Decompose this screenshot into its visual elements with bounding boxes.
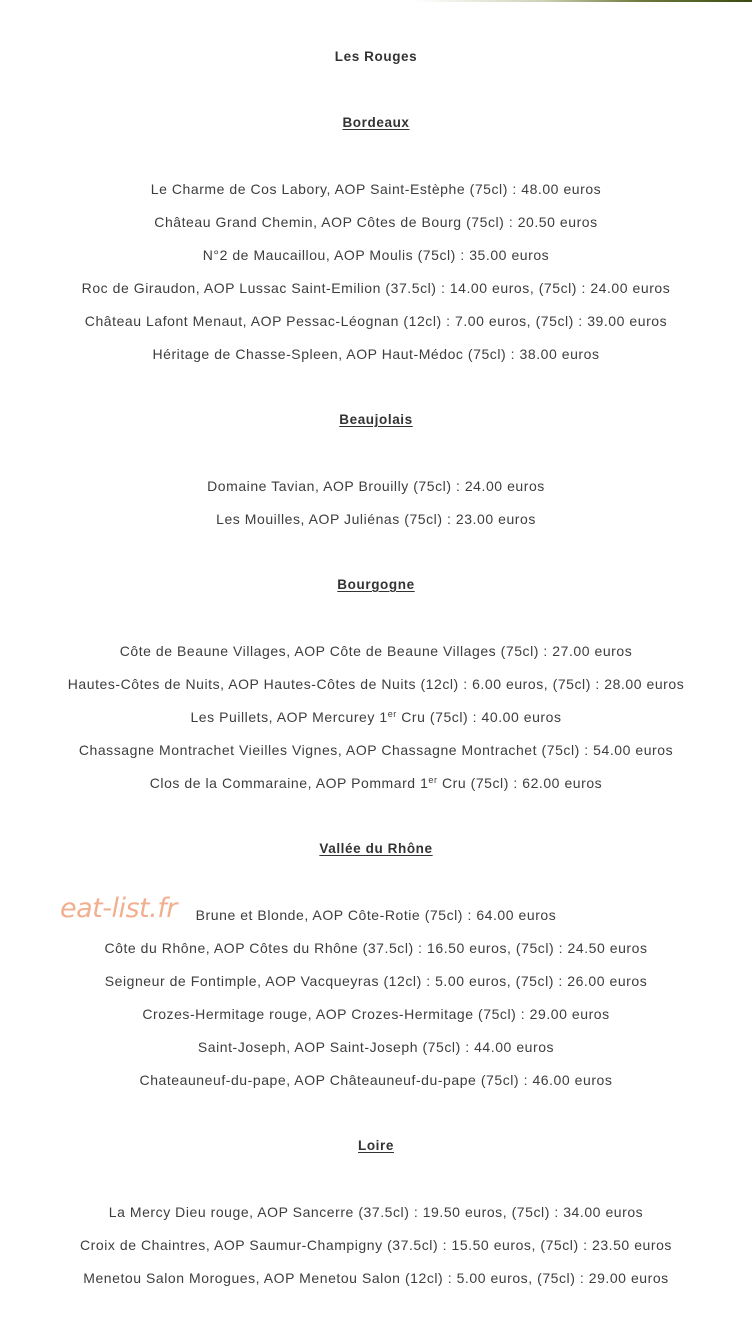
ordinal-superscript: er	[387, 709, 397, 719]
wine-item: La Mercy Dieu rouge, AOP Sancerre (37.5cl) : 19.50 euros, (75cl) : 34.00 euros	[108, 1204, 644, 1220]
wine-item: Domaine Tavian, AOP Brouilly (75cl) : 24.00 euros	[207, 478, 545, 494]
watermark-logo: eat-list.fr	[60, 893, 177, 924]
page-title: Les Rouges	[334, 49, 418, 64]
wine-item: Saint-Joseph, AOP Saint-Joseph (75cl) : 44.00 euros	[197, 1039, 555, 1055]
wine-item: Chassagne Montrachet Vieilles Vignes, AOP Chassagne Montrachet (75cl) : 54.00 euros	[78, 742, 674, 758]
wine-item: Héritage de Chasse-Spleen, AOP Haut-Médoc (75cl) : 38.00 euros	[152, 346, 600, 362]
wine-item: Menetou Salon Morogues, AOP Menetou Salon (12cl) : 5.00 euros, (75cl) : 29.00 euros	[83, 1270, 669, 1286]
wine-item: Hautes-Côtes de Nuits, AOP Hautes-Côtes de Nuits (12cl) : 6.00 euros, (75cl) : 28.00 euros	[67, 676, 685, 692]
section-heading-beaujolais: Beaujolais	[339, 412, 413, 427]
wine-item: N°2 de Maucaillou, AOP Moulis (75cl) : 35.00 euros	[202, 247, 550, 263]
wine-item: Crozes-Hermitage rouge, AOP Crozes-Hermitage (75cl) : 29.00 euros	[142, 1006, 610, 1022]
wine-item: Seigneur de Fontimple, AOP Vacqueyras (12cl) : 5.00 euros, (75cl) : 26.00 euros	[104, 973, 648, 989]
wine-item: Côte du Rhône, AOP Côtes du Rhône (37.5cl) : 16.50 euros, (75cl) : 24.50 euros	[104, 940, 648, 956]
wine-item: Le Charme de Cos Labory, AOP Saint-Estèphe (75cl) : 48.00 euros	[150, 181, 602, 197]
wine-item: Chateauneuf-du-pape, AOP Châteauneuf-du-pape (75cl) : 46.00 euros	[139, 1072, 613, 1088]
wine-item: Brune et Blonde, AOP Côte-Rotie (75cl) : 64.00 euros	[195, 907, 557, 923]
section-heading-bordeaux: Bordeaux	[342, 115, 410, 130]
section-heading-vallee-du-rhone: Vallée du Rhône	[319, 841, 433, 856]
section-heading-bourgogne: Bourgogne	[337, 577, 415, 592]
wine-item: Les Mouilles, AOP Juliénas (75cl) : 23.00 euros	[216, 511, 536, 527]
top-accent-line	[0, 0, 752, 2]
wine-item: Croix de Chaintres, AOP Saumur-Champigny (37.5cl) : 15.50 euros, (75cl) : 23.50 euros	[80, 1237, 672, 1253]
wine-item: Clos de la Commaraine, AOP Pommard 1er Cru (75cl) : 62.00 euros	[149, 775, 603, 791]
wine-item: Côte de Beaune Villages, AOP Côte de Beaune Villages (75cl) : 27.00 euros	[119, 643, 633, 659]
wine-item: Château Grand Chemin, AOP Côtes de Bourg (75cl) : 20.50 euros	[154, 214, 598, 230]
wine-item: Château Lafont Menaut, AOP Pessac-Léognan (12cl) : 7.00 euros, (75cl) : 39.00 euros	[84, 313, 668, 329]
section-heading-loire: Loire	[357, 1138, 394, 1153]
ordinal-superscript: er	[428, 775, 438, 785]
wine-item: Roc de Giraudon, AOP Lussac Saint-Emilion (37.5cl) : 14.00 euros, (75cl) : 24.00 euros	[81, 280, 671, 296]
wine-item: Les Puillets, AOP Mercurey 1er Cru (75cl) : 40.00 euros	[190, 709, 562, 725]
